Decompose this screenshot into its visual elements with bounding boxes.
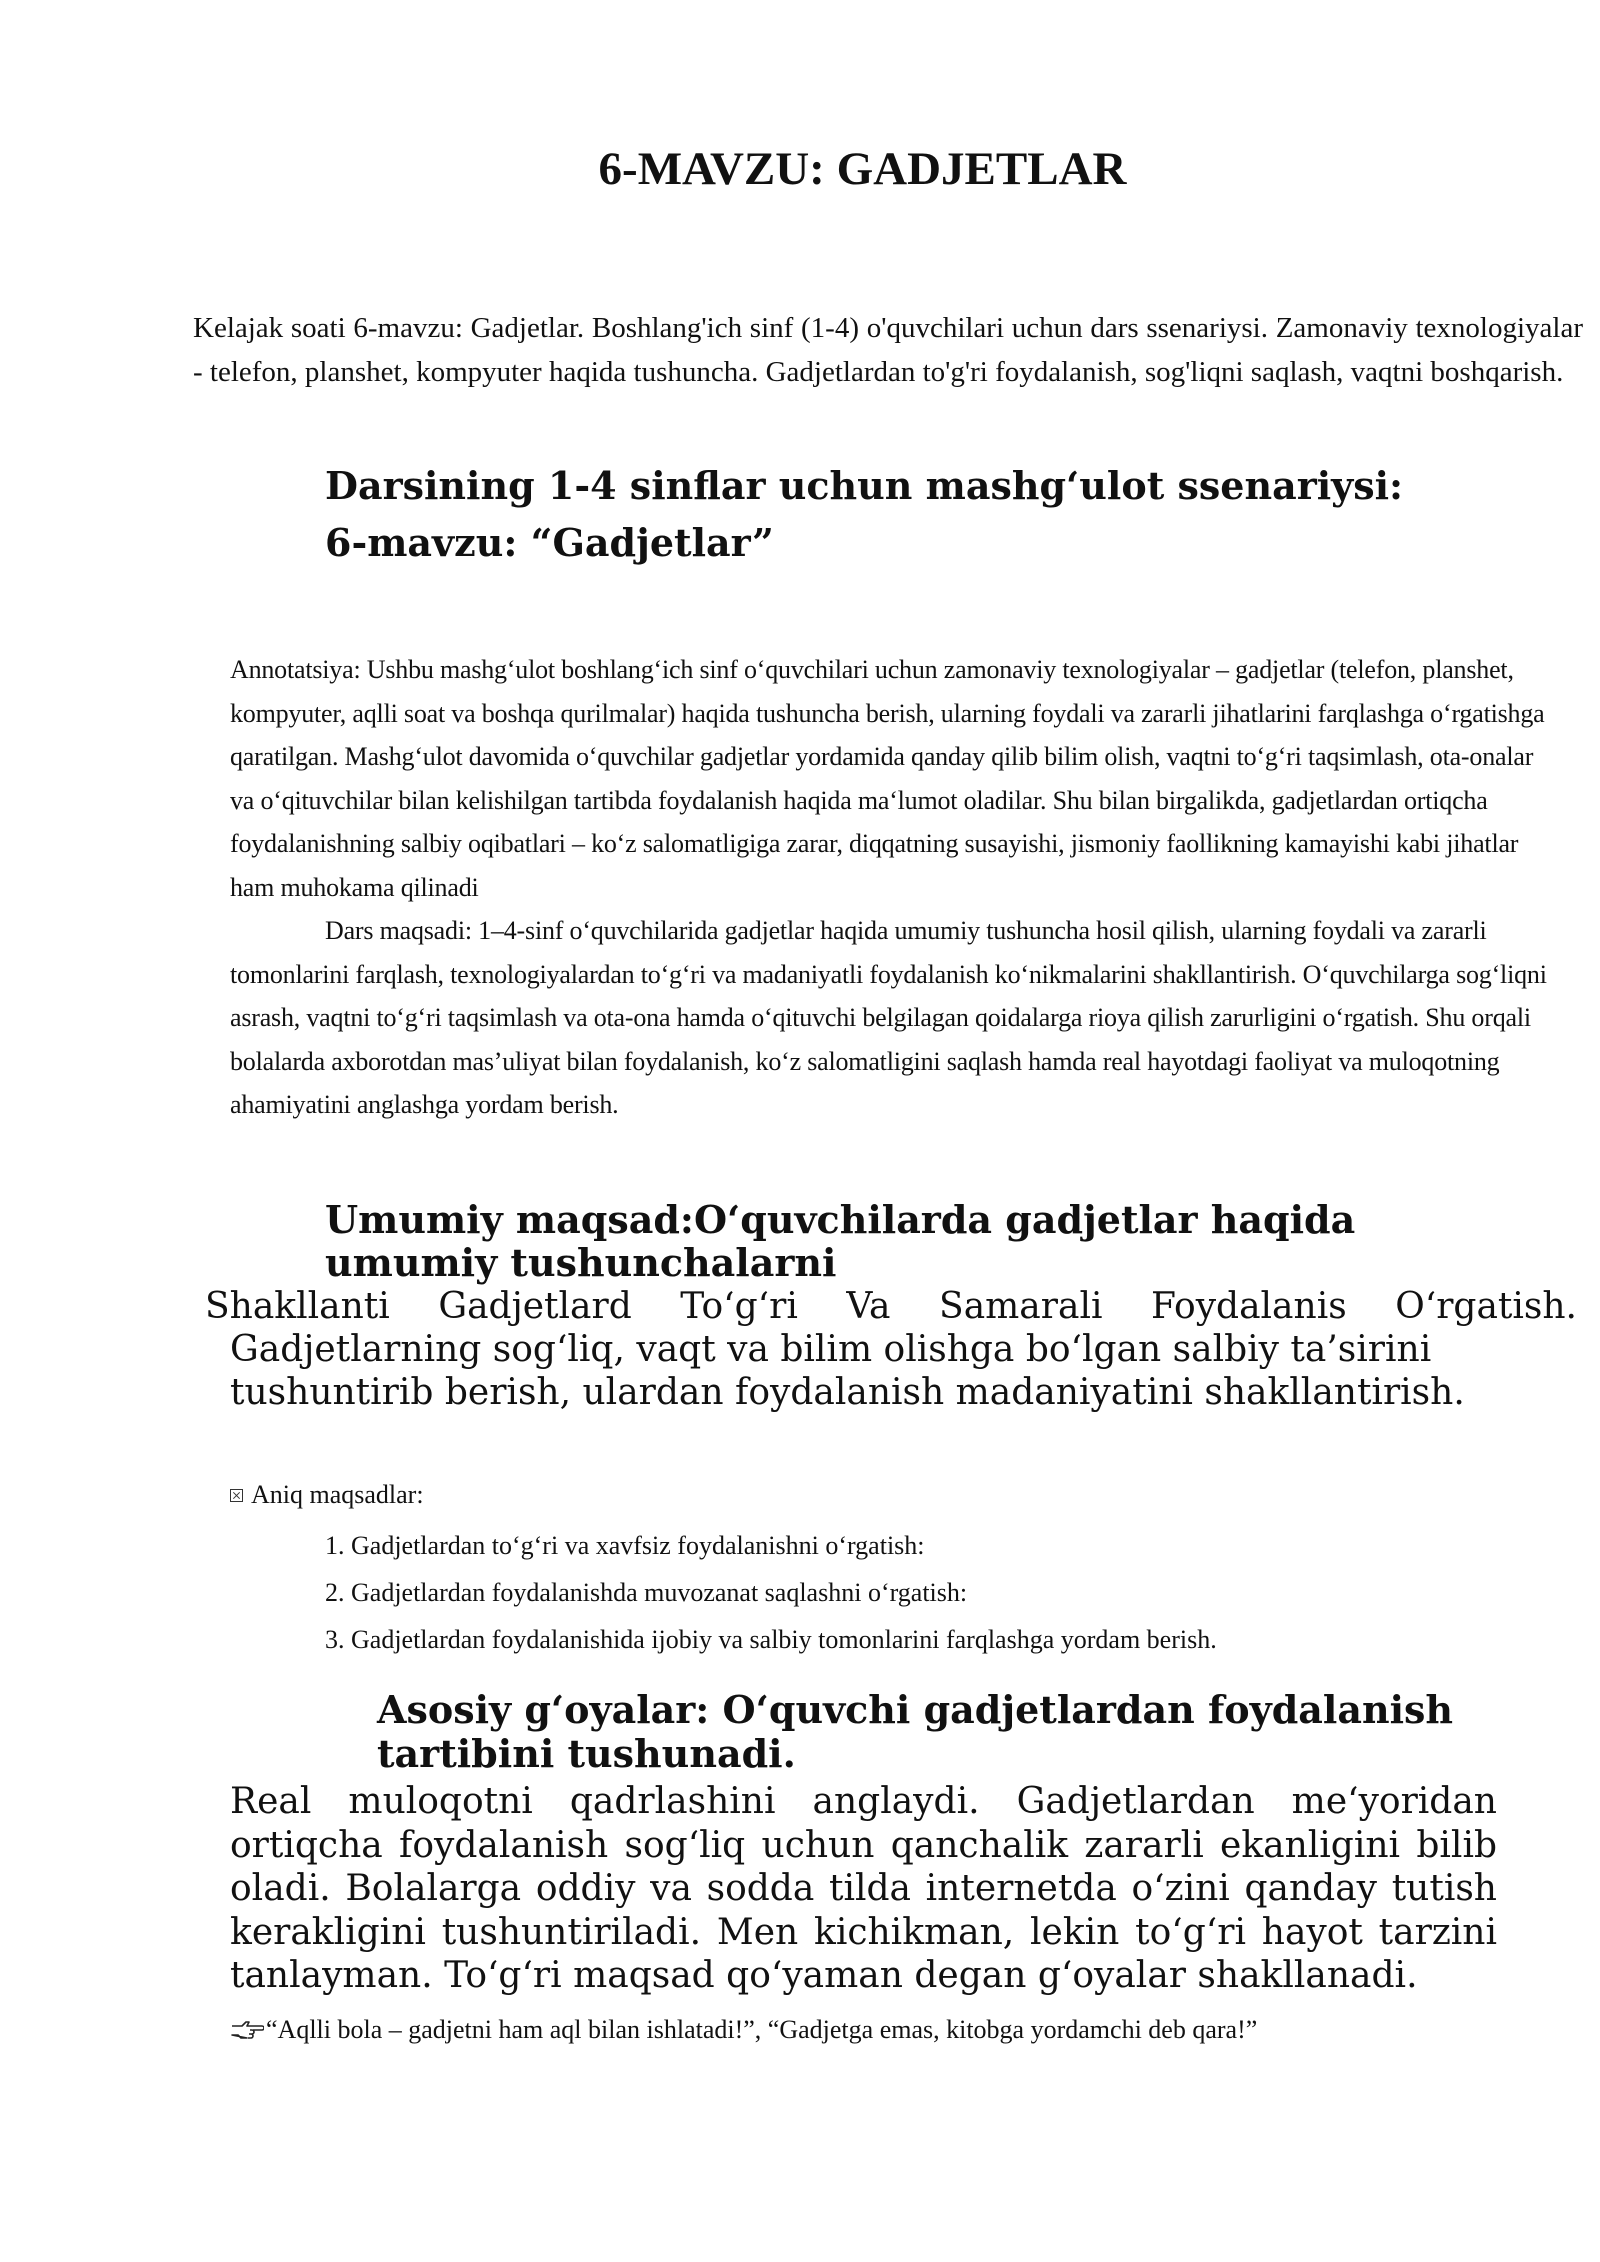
list-item: 1. Gadjetlardan to‘g‘ri va xavfsiz foydalanishni o‘rgatish: bbox=[325, 1531, 925, 1560]
list-item: 2. Gadjetlardan foydalanishda muvozanat saqlashni o‘rgatish: bbox=[325, 1578, 968, 1607]
scenario-heading bbox=[325, 457, 1525, 571]
general-goal-justified-line bbox=[205, 1285, 1577, 1328]
general-goal-text: Gadjetlarning sog‘liq, vaqt va bilim olishga bo‘lgan salbiy ta’sirini tushuntirib berish, ulardan foydalanish madaniyatini shakllantirish. bbox=[230, 1329, 1465, 1413]
general-goal-word: Gadjetlard bbox=[438, 1286, 632, 1327]
intro-paragraph: Kelajak soati 6-mavzu: Gadjetlar. Boshlang'ich sinf (1-4) o'quvchilari uchun dars ssenariysi. Zamonaviy texnologiyalar - telefon, planshet, kompyuter haqida tushuncha. Gadjetlardan to'g'ri foydalanish, sog'liqni saqlash, vaqtni boshqarish. bbox=[193, 312, 1583, 388]
main-ideas-text: Real muloqotni qadrlashini anglaydi. Gadjetlardan me‘yoridan ortiqcha foydalanish sog‘liq uchun qanchalik zararli ekanligini bilib oladi. Bolalarga oddiy va sodda tilda internetda o‘zini qanday tutish kerakligini tushuntiriladi. Men kichikman, lekin to‘g‘ri hayot tarzini tanlayman. To‘g‘ri maqsad qo‘yaman degan g‘oyalar shakllanadi. bbox=[230, 1781, 1497, 1996]
list-item: 3. Gadjetlardan foydalanishida ijobiy va salbiy tomonlarini farqlashga yordam berish. bbox=[325, 1625, 1217, 1654]
general-goal-word: Shakllanti bbox=[205, 1286, 390, 1327]
scenario-heading-line1: Darsining 1-4 sinflar uchun mashg‘ulot ssenariysi: bbox=[325, 463, 1404, 508]
pointing-hand-icon bbox=[230, 2018, 264, 2042]
quote-text: “Aqlli bola – gadjetni ham aql bilan ishlatadi!”, “Gadjetga emas, kitobga yordamchi deb qara!” bbox=[266, 2015, 1258, 2044]
specific-goals-label bbox=[230, 1475, 424, 1515]
general-goal-word: O‘rgatish. bbox=[1395, 1286, 1577, 1327]
specific-goals-label-text: Aniq maqsadlar: bbox=[251, 1480, 424, 1509]
general-goal-word: To‘g‘ri bbox=[680, 1286, 798, 1327]
specific-goals-list bbox=[325, 1522, 1575, 1663]
general-goal-word: Samarali bbox=[939, 1286, 1103, 1327]
scenario-heading-line2: 6-mavzu: “Gadjetlar” bbox=[325, 520, 774, 565]
quote-line bbox=[230, 2010, 1560, 2050]
general-goal-word: Va bbox=[846, 1286, 891, 1327]
main-ideas-heading: Asosiy g‘oyalar: O‘quvchi gadjetlardan foydalanish tartibini tushunadi. bbox=[377, 1687, 1454, 1776]
annotation-section bbox=[230, 648, 1560, 1127]
page-title: 6-MAVZU: GADJETLAR bbox=[598, 143, 1127, 195]
boxed-x-icon bbox=[230, 1489, 243, 1502]
general-goal-heading: Umumiy maqsad:O‘quvchilarda gadjetlar haqida umumiy tushunchalarni bbox=[325, 1197, 1356, 1285]
annotation-paragraph: Annotatsiya: Ushbu mashg‘ulot boshlang‘ich sinf o‘quvchilari uchun zamonaviy texnologiyalar – gadjetlar (telefon, planshet, kompyuter, aqlli soat va boshqa qurilmalar) haqida tushuncha berish, ularning foydali va zararli jihatlarini farqlashga o‘rgatishga qaratilgan. Mashg‘ulot davomida o‘quvchilar gadjetlar yordamida qanday qilib bilim olish, vaqtni to‘g‘ri taqsimlash, ota-onalar va o‘qituvchilar bilan kelishilgan tartibda foydalanish haqida ma‘lumot oladilar. Shu bilan birgalikda, gadjetlardan ortiqcha foydalanishning salbiy oqibatlari – ko‘z salomatligiga zarar, diqqatning susayishi, jismoniy faollikning kamayishi kabi jihatlar ham muhokama qilinadi bbox=[230, 655, 1545, 902]
general-goal-word: Foydalanis bbox=[1151, 1286, 1347, 1327]
lesson-goal-paragraph: Dars maqsadi: 1–4-sinf o‘quvchilarida gadjetlar haqida umumiy tushuncha hosil qilish, ularning foydali va zararli tomonlarini farqlash, texnologiyalardan to‘g‘ri va madaniyatli foydalanish ko‘nikmalarini shakllantirish. O‘quvchilarga sog‘liqni asrash, vaqtni to‘g‘ri taqsimlash va ota-ona hamda o‘qituvchi belgilagan qoidalarga rioya qilish zarurligini o‘rgatish. Shu orqali bolalarda axborotdan mas’uliyat bilan foydalanish, ko‘z salomatligini saqlash hamda real hayotdagi faoliyat va muloqotning ahamiyatini anglashga yordam berish. bbox=[230, 916, 1547, 1119]
